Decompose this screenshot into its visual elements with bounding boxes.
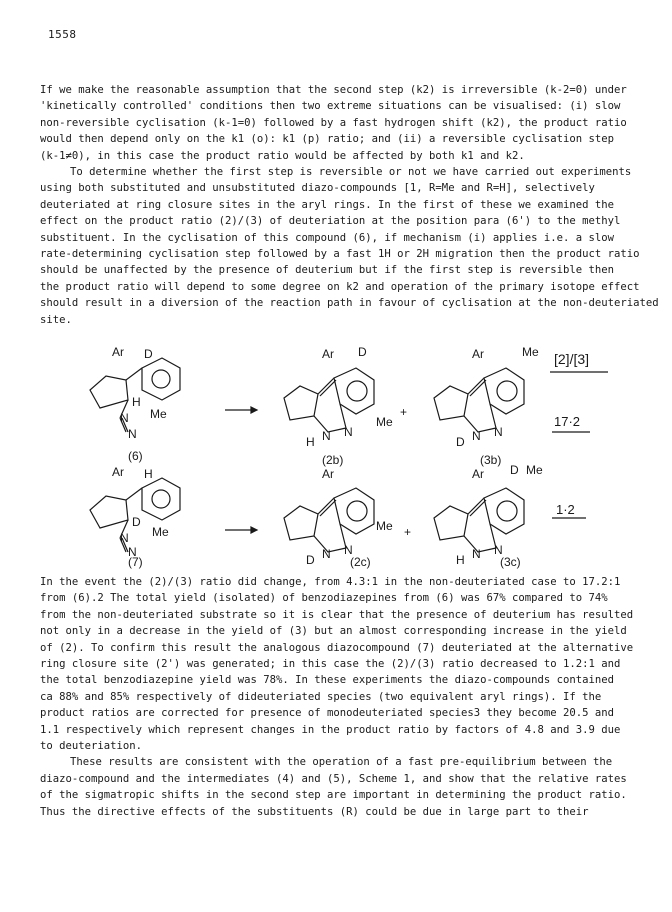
atom-label-d: D bbox=[144, 347, 153, 361]
atom-label-n: N bbox=[494, 425, 503, 439]
atom-label-ar: Ar bbox=[322, 347, 334, 361]
text-line: the total benzodiazepine yield was 78%. In these experiments the diazo-compounds contained bbox=[40, 674, 615, 687]
text-line: should be unaffected by the presence of deuterium but if the first step is reversible then bbox=[40, 264, 615, 277]
page-number: 1558 bbox=[48, 28, 77, 41]
text-line: of the sigmatropic shifts in the second step are important in determining the product ratio. bbox=[40, 789, 627, 802]
structure-3c bbox=[434, 488, 524, 552]
atom-label-n: N bbox=[128, 545, 137, 559]
text-line: In the event the (2)/(3) ratio did change, from 4.3:1 in the non-deuteriated case to 17.2:1 bbox=[40, 576, 621, 588]
text-line: Thus the directive effects of the substituents (R) could be due in large part to their bbox=[40, 805, 589, 818]
atom-label-ar: Ar bbox=[322, 467, 334, 481]
text-line: substituent. In the cyclisation of this compound (6), if mechanism (i) applies i.e. a slow bbox=[40, 231, 615, 244]
text-line: from (6).2 The total yield (isolated) of benzodiazepines from (6) was 67% compared to 74% bbox=[40, 592, 608, 605]
atom-label-n: N bbox=[344, 425, 353, 439]
text-line: These results are consistent with the operation of a fast pre-equilibrium between the bbox=[70, 756, 613, 769]
text-line: effect on the product ratio (2)/(3) of deuteriation at the position para (6') to the methyl bbox=[40, 215, 621, 228]
paragraph-2 bbox=[40, 574, 640, 820]
text-line: ca 88% and 85% respectively of dideuteriated species (two equivalent aryl rings). If the bbox=[40, 690, 602, 703]
atom-label-n: N bbox=[472, 547, 481, 561]
plus-sign: + bbox=[400, 405, 408, 419]
atom-label-ar: Ar bbox=[472, 467, 484, 481]
text-line: ring closure site (2') was generated; in this case the (2)/(3) ratio decreased to 1.2:1 and bbox=[40, 658, 621, 671]
atom-label-n: N bbox=[322, 547, 331, 561]
reaction-arrow bbox=[225, 527, 257, 533]
text-line: 'kinetically controlled' conditions then two extreme situations can be visualised: (i) slow bbox=[40, 100, 621, 113]
text-line: should result in a diversion of the reaction path in favour of cyclisation at the non-deuteriated bbox=[40, 297, 659, 310]
structure-3b bbox=[434, 368, 524, 432]
compound-label-2b: (2b) bbox=[322, 453, 344, 467]
atom-label-me: Me bbox=[376, 519, 393, 533]
ratio-header: [2]/[3] bbox=[554, 351, 590, 367]
atom-label-d: D bbox=[510, 463, 519, 477]
atom-label-n: N bbox=[472, 429, 481, 443]
text-line: If we make the reasonable assumption that the second step (k2) is irreversible (k-2=0) under bbox=[40, 84, 627, 96]
structure-2b bbox=[284, 368, 374, 432]
reaction-scheme bbox=[40, 340, 650, 570]
text-line: rate-determining cyclisation step followed by a fast 1H or 2H migration then the product ratio bbox=[40, 248, 640, 261]
atom-label-d: D bbox=[456, 435, 465, 449]
atom-label-ar: Ar bbox=[472, 347, 484, 361]
compound-label-3c: (3c) bbox=[500, 555, 521, 569]
atom-label-n: N bbox=[120, 411, 129, 425]
text-line: using both substituted and unsubstituted diazo-compounds [1, R=Me and R=H], selectively bbox=[40, 182, 595, 195]
text-line: not only in a decrease in the yield of (3) but an almost corresponding increase in the yield bbox=[40, 625, 627, 638]
atom-label-d: D bbox=[358, 345, 367, 359]
compound-label-2c: (2c) bbox=[350, 555, 371, 569]
atom-label-d: D bbox=[306, 553, 315, 567]
compound-label-3b: (3b) bbox=[480, 453, 502, 467]
text-line: to deuteriation. bbox=[40, 740, 143, 753]
text-line: non-reversible cyclisation (k-1=0) followed by a fast hydrogen shift (k2), the product ratio bbox=[40, 116, 627, 129]
atom-label-h: H bbox=[456, 553, 465, 567]
atom-label-ar: Ar bbox=[112, 465, 124, 479]
atom-label-me: Me bbox=[522, 345, 539, 359]
atom-label-h: H bbox=[144, 467, 153, 481]
text-line: from the non-deuteriated substrate so it is clear that the presence of deuterium has resulted bbox=[40, 608, 634, 621]
atom-label-h: H bbox=[132, 395, 141, 409]
atom-label-me: Me bbox=[150, 407, 167, 421]
atom-label-me: Me bbox=[152, 525, 169, 539]
paragraph-1 bbox=[40, 82, 659, 328]
atom-label-h: H bbox=[306, 435, 315, 449]
text-line: of (2). To confirm this result the analogous diazocompound (7) deuteriated at the alternative bbox=[40, 641, 634, 654]
text-line: deuteriated at ring closure sites in the aryl rings. In the first of these we examined the bbox=[40, 198, 615, 211]
ratio-value-row2: 1·2 bbox=[556, 502, 575, 517]
atom-label-me: Me bbox=[376, 415, 393, 429]
atom-label-n: N bbox=[322, 429, 331, 443]
text-line: site. bbox=[40, 313, 72, 326]
atom-label-ar: Ar bbox=[112, 345, 124, 359]
text-line: the product ratio will depend to some degree on k2 and operation of the primary isotope effect bbox=[40, 280, 640, 293]
text-line: 1.1 respectively which represent changes in the product ratio by factors of 4.8 and 3.9 due bbox=[40, 723, 621, 736]
text-line: To determine whether the first step is reversible or not we have carried out experiments bbox=[70, 166, 632, 179]
atom-label-me: Me bbox=[526, 463, 543, 477]
text-line: would then depend only on the k1 (o): k1 (p) ratio; and (ii) a reversible cyclisation step bbox=[40, 133, 615, 146]
structure-2c bbox=[284, 488, 374, 552]
atom-label-n: N bbox=[120, 531, 129, 545]
ratio-value-row1: 17·2 bbox=[554, 414, 581, 429]
atom-label-n: N bbox=[344, 543, 353, 557]
plus-sign: + bbox=[404, 525, 412, 539]
text-line: (k-1≠0), in this case the product ratio would be affected by both k1 and k2. bbox=[40, 149, 525, 162]
compound-label-6: (6) bbox=[128, 449, 143, 463]
atom-label-n: N bbox=[494, 543, 503, 557]
compound-label-7: (7) bbox=[128, 555, 143, 569]
atom-label-d: D bbox=[132, 515, 141, 529]
reaction-arrow bbox=[225, 407, 257, 413]
text-line: diazo-compound and the intermediates (4) and (5), Scheme 1, and show that the relative rates bbox=[40, 772, 627, 785]
text-line: product ratios are corrected for presence of monodeuteriated species3 they become 20.5 and bbox=[40, 707, 615, 720]
atom-label-n: N bbox=[128, 427, 137, 441]
